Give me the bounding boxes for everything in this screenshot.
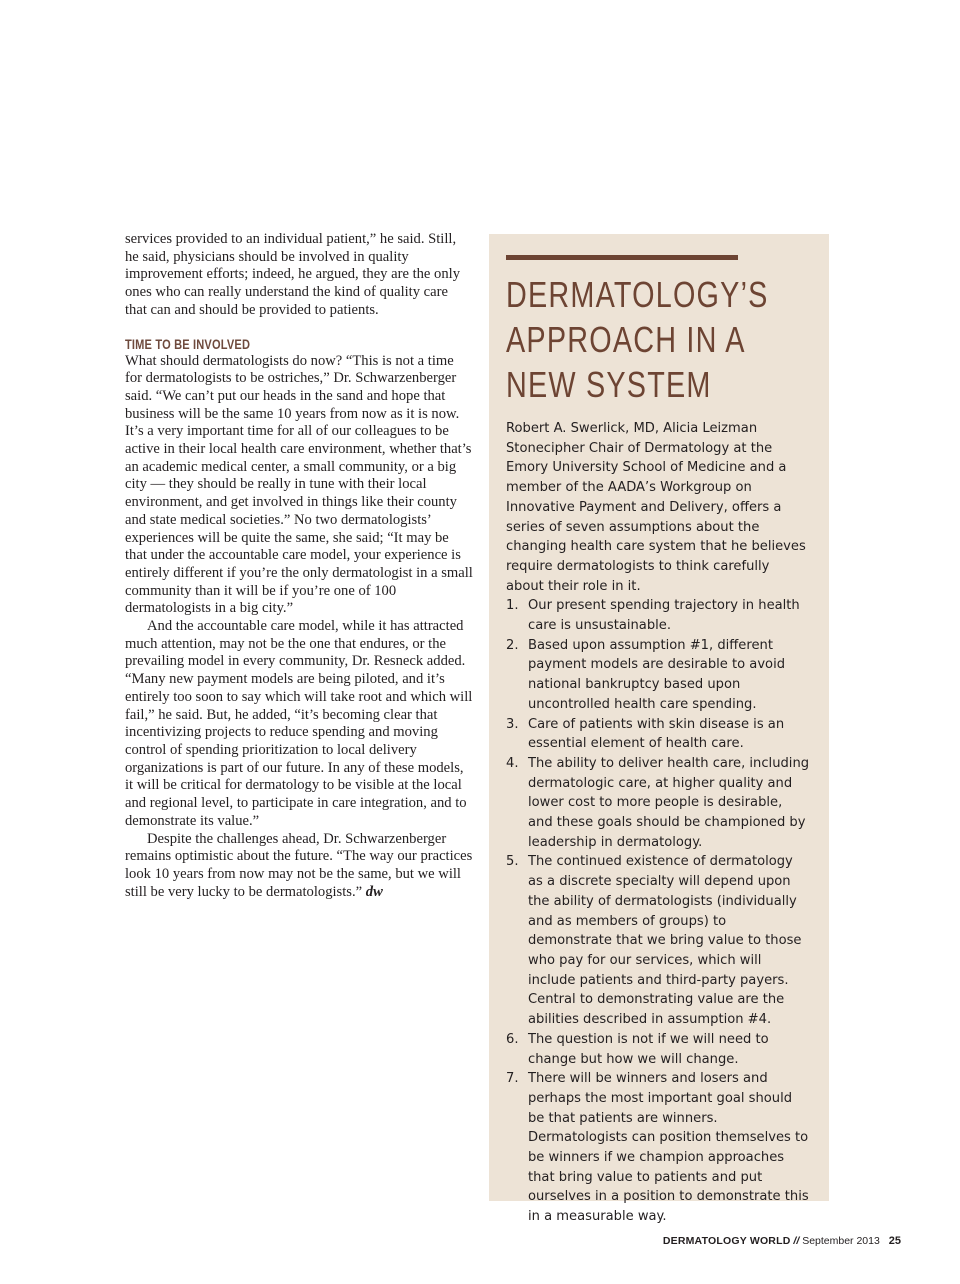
section-heading: TIME TO BE INVOLVED xyxy=(125,336,251,352)
list-text: The question is not if we will need to change but how we will change. xyxy=(528,1031,769,1067)
page-footer xyxy=(663,1235,901,1247)
list-text: Based upon assumption #1, different payment models are desirable to avoid national bankruptcy based upon uncontrolled health care spending. xyxy=(528,637,786,712)
list-number: 6. xyxy=(506,1031,519,1047)
list-number: 3. xyxy=(506,716,519,732)
article-paragraph: And the accountable care model, while it has attracted much attention, may not be the one that endures, or the prevailing model in every community, Dr. Resneck added. “Many new payment models are being piloted, and it’s entirely too soon to say which will take root and which will fail,” he said. But, he added, “it’s becoming clear that incentivizing projects to reduce spending and moving control of spending prioritization to local delivery organizations is part of our future. In any of these models, it will be critical for dermatology to be visible at the local and regional level, to participate in care integration, and to demonstrate its value.” xyxy=(125,618,473,829)
publication-name: DERMATOLOGY WORLD xyxy=(662,1235,791,1247)
page-number: 25 xyxy=(888,1235,901,1247)
sidebar-rule xyxy=(506,255,738,260)
assumptions-list xyxy=(506,596,811,1227)
list-item xyxy=(506,1030,811,1069)
article-paragraph: What should dermatologists do now? “This is not a time for dermatologists to be ostriches,” Dr. Schwarzenberger said. “We can’t put our heads in the sand and hope that business will be the same 10 years from now as it is now. It’s a very important time for all of our colleagues to be active in their local health care environment, whether that’s an academic medical center, a small community, or a big city — they should be really in tune with their local environment, and get involved in things like their county and state medical societies.” No two dermatologists’ experiences will be quite the same, she said; “It may be that under the accountable care model, your experience is entirely different if you’re the only dermatologist in a small community than it will be if you’re one of 100 dermatologists in a big city.” xyxy=(125,352,473,617)
list-item xyxy=(506,852,811,1029)
article-paragraph xyxy=(125,831,473,902)
list-item xyxy=(506,636,811,715)
list-number: 1. xyxy=(506,598,519,614)
list-text: There will be winners and losers and perhaps the most important goal should be that patients are winners. Dermatologists can position themselves to be winners if we champion approaches that bring value to patients and put ourselves in a position to demonstrate this in a measurable way. xyxy=(528,1071,809,1225)
sidebar-title xyxy=(506,272,770,407)
list-item xyxy=(506,715,811,754)
sidebar-box xyxy=(489,234,829,1225)
list-number: 4. xyxy=(506,755,519,771)
sidebar-intro: Robert A. Swerlick, MD, Alicia Leizman Stonecipher Chair of Dermatology at the Emory University School of Medicine and a member of the AADA’s Workgroup on Innovative Payment and Delivery, offers a series of seven assumptions about the changing health care system that he believes require dermatologists to think carefully about their role in it. xyxy=(506,421,806,594)
list-number: 5. xyxy=(506,854,519,870)
article-column xyxy=(125,231,473,901)
footer-separator: // xyxy=(793,1235,800,1247)
list-text: The ability to deliver health care, including dermatologic care, at higher quality and lower cost to more people is desirable, and these goals should be championed by leadership in dermatology. xyxy=(528,755,810,850)
list-item xyxy=(506,754,811,853)
sidebar-title-line: NEW SYSTEM xyxy=(506,364,712,405)
list-text: Care of patients with skin disease is an essential element of health care. xyxy=(528,716,785,752)
article-paragraph-text: Despite the challenges ahead, Dr. Schwarzenberger remains optimistic about the future. “The way our practices look 10 years from now may not be the same, but we will still be very lucky to be dermatologists.” xyxy=(125,830,473,900)
list-text: Our present spending trajectory in health care is unsustainable. xyxy=(528,598,800,634)
list-number: 2. xyxy=(506,637,519,653)
list-number: 7. xyxy=(506,1071,519,1087)
sidebar-title-line: APPROACH IN A xyxy=(506,319,746,360)
sidebar-body xyxy=(506,419,811,1227)
list-item xyxy=(506,596,811,635)
list-item xyxy=(506,1069,811,1227)
signature-mark: dw xyxy=(365,883,383,900)
article-paragraph: services provided to an individual patient,” he said. Still, he said, physicians should be involved in quality improvement efforts; indeed, he argued, they are the only ones who can really understand the kind of quality care that can and should be provided to patients. xyxy=(125,231,461,318)
list-text: The continued existence of dermatology as a discrete specialty will depend upon the ability of dermatologists (individually and as members of groups) to demonstrate that we bring value to those who pay for our services, which will include patients and third-party payers. Central to demonstrating value are the abilities described in assumption #4. xyxy=(528,854,802,1028)
issue-date: September 2013 xyxy=(802,1235,880,1247)
sidebar-title-line: DERMATOLOGY’S xyxy=(506,274,769,315)
